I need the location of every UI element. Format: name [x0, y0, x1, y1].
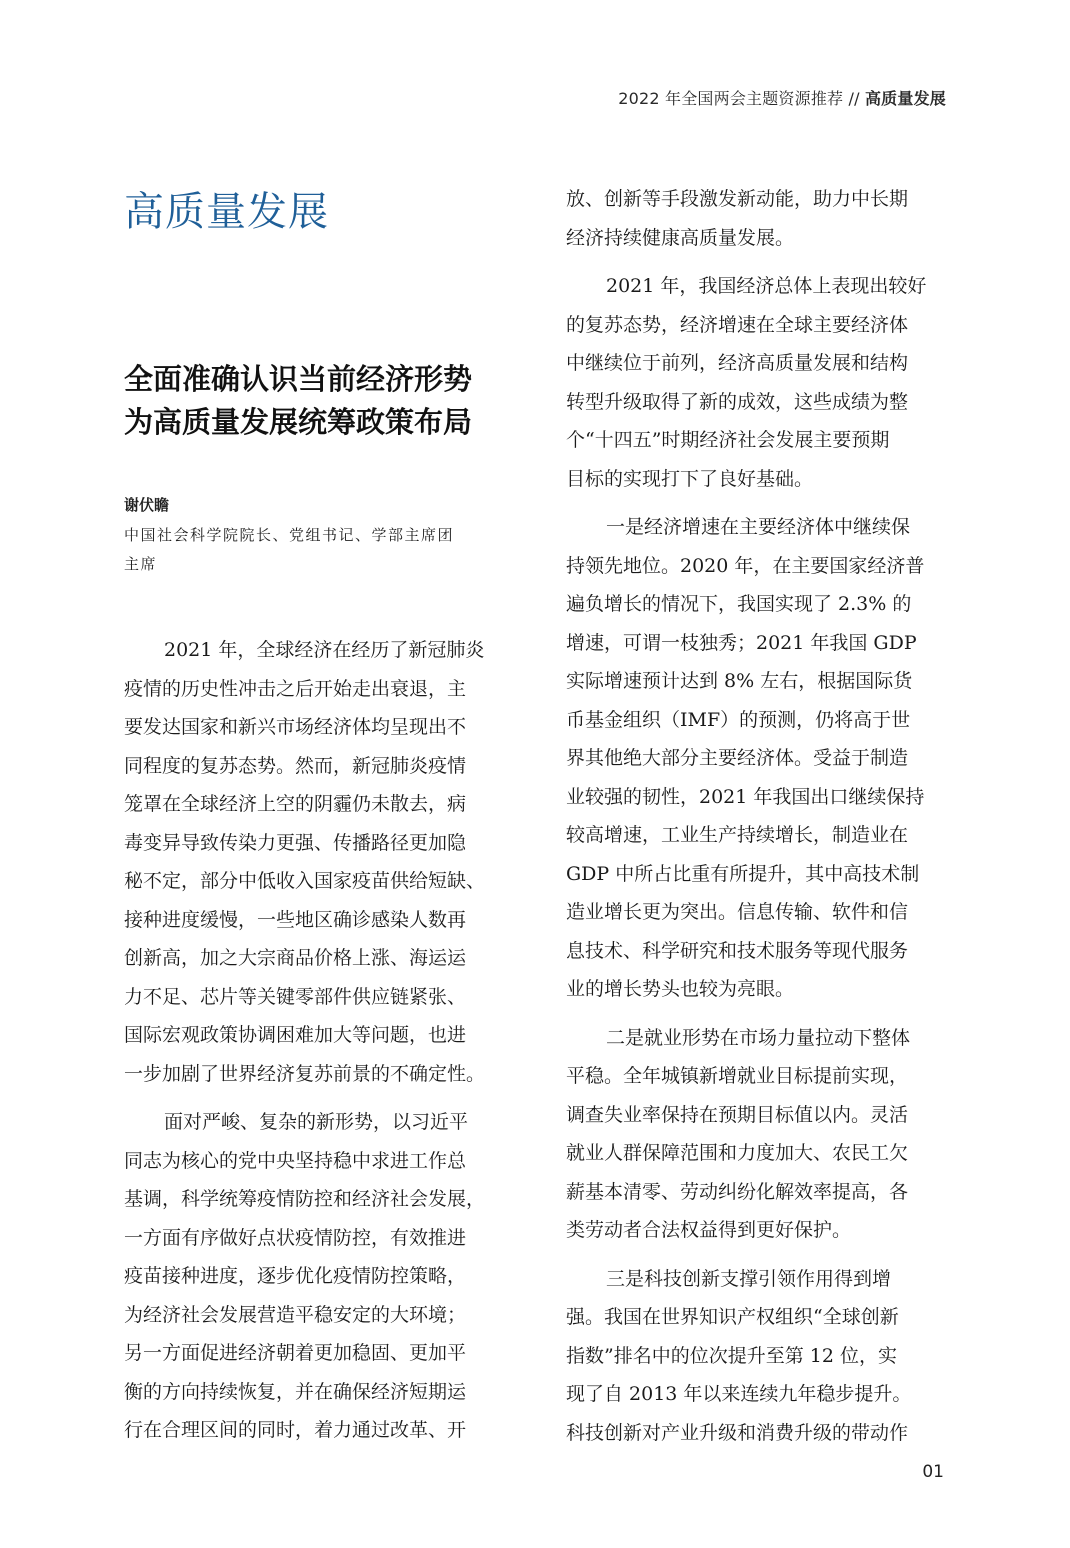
paragraph-line: 秘不定，部分中低收入国家疫苗供给短缺、 — [124, 870, 486, 892]
paragraph-line: 息技术、科学研究和技术服务等现代服务 — [566, 939, 909, 962]
paragraph-line: 增速，可谓一枝独秀；2021 年我国 GDP — [566, 631, 917, 654]
paragraph-line: 中继续位于前列，经济高质量发展和结构 — [566, 352, 909, 374]
paragraph-line: 个“十四五”时期经济社会发展主要预期 — [566, 429, 890, 451]
paragraph-line: 类劳动者合法权益得到更好保护。 — [566, 1219, 852, 1241]
page-number: 01 — [922, 1462, 944, 1482]
paragraph-line: 实际增速预计达到 8% 左右，根据国际货 — [566, 670, 913, 692]
running-header-section: 高质量发展 — [864, 89, 946, 108]
paragraph-line: 要发达国家和新兴市场经济体均呈现出不 — [124, 716, 467, 738]
paragraph-line: 接种进度缓慢，一些地区确诊感染人数再 — [124, 908, 467, 931]
paragraph-line: 较高增速，工业生产持续增长，制造业在 — [566, 824, 909, 846]
paragraph-line: 经济持续健康高质量发展。 — [566, 226, 795, 249]
paragraph-line: 币基金组织（IMF）的预测，仍将高于世 — [566, 708, 911, 731]
paragraph — [566, 1019, 951, 1250]
running-header — [618, 86, 946, 109]
paragraph-line: 一步加剧了世界经济复苏前景的不确定性。 — [124, 1062, 486, 1085]
article-title-line: 全面准确认识当前经济形势 — [124, 362, 473, 396]
paragraph — [566, 267, 951, 498]
paragraph-line: 业较强的韧性，2021 年我国出口继续保持 — [566, 785, 925, 808]
paragraph-line: 2021 年，全球经济在经历了新冠肺炎 — [164, 639, 485, 661]
paragraph — [124, 1103, 509, 1450]
paragraph-line: 现了自 2013 年以来连续九年稳步提升。 — [566, 1383, 912, 1405]
paragraph-line: 持领先地位。2020 年，在主要国家经济普 — [566, 554, 925, 577]
affiliation-line: 主席 — [124, 555, 158, 573]
section-title: 高质量发展 — [124, 189, 329, 235]
running-header-prefix: 2022 年全国两会主题资源推荐 // — [618, 89, 865, 108]
paragraph-line: 衡的方向持续恢复，并在确保经济短期运 — [124, 1380, 467, 1403]
paragraph-line: 同程度的复苏态势。然而，新冠肺炎疫情 — [124, 754, 467, 777]
paragraph — [566, 1260, 951, 1453]
paragraph-line: 力不足、芯片等关键零部件供应链紧张、 — [124, 985, 467, 1008]
paragraph — [566, 180, 951, 257]
paragraph-line: 同志为核心的党中央坚持稳中求进工作总 — [124, 1149, 467, 1172]
paragraph-line: 科技创新对产业升级和消费升级的带动作 — [566, 1421, 909, 1444]
paragraph-line: 疫苗接种进度，逐步优化疫情防控策略， — [124, 1265, 467, 1287]
paragraph-line: 转型升级取得了新的成效，这些成绩为整 — [566, 390, 909, 413]
paragraph-line: 国际宏观政策协调困难加大等问题，也进 — [124, 1024, 467, 1046]
paragraph-line: 遍负增长的情况下，我国实现了 2.3% 的 — [566, 593, 912, 615]
paragraph-line: 业的增长势头也较为亮眼。 — [566, 978, 795, 1000]
left-text-column — [124, 631, 509, 1460]
paragraph-line: 笼罩在全球经济上空的阴霾仍未散去，病 — [124, 793, 467, 815]
paragraph-line: 一是经济增速在主要经济体中继续保 — [606, 516, 911, 538]
paragraph-line: 另一方面促进经济朝着更加稳固、更加平 — [124, 1342, 467, 1364]
paragraph-line: 放、创新等手段激发新动能，助力中长期 — [566, 188, 909, 210]
paragraph-line: 行在合理区间的同时，着力通过改革、开 — [124, 1419, 467, 1441]
paragraph-line: 疫情的历史性冲击之后开始走出衰退，主 — [124, 677, 467, 700]
paragraph — [124, 631, 509, 1093]
paragraph-line: 调查失业率保持在预期目标值以内。灵活 — [566, 1103, 909, 1126]
paragraph-line: 创新高，加之大宗商品价格上涨、海运运 — [124, 947, 467, 969]
author-affiliation — [124, 521, 514, 579]
paragraph-line: 薪基本清零、劳动纠纷化解效率提高，各 — [566, 1180, 909, 1203]
paragraph-line: 毒变异导致传染力更强、传播路径更加隐 — [124, 831, 467, 854]
paragraph-line: 平稳。全年城镇新增就业目标提前实现， — [566, 1065, 909, 1087]
paragraph-line: 一方面有序做好点状疫情防控，有效推进 — [124, 1226, 467, 1249]
article-title — [124, 358, 524, 444]
paragraph-line: 三是科技创新支撑引领作用得到增 — [606, 1267, 892, 1290]
paragraph-line: 就业人群保障范围和力度加大、农民工欠 — [566, 1142, 909, 1164]
article-title-line: 为高质量发展统筹政策布局 — [124, 405, 473, 439]
paragraph-line: 指数”排名中的位次提升至第 12 位，实 — [566, 1344, 897, 1367]
paragraph-line: GDP 中所占比重有所提升，其中高技术制 — [566, 862, 920, 885]
paragraph-line: 2021 年，我国经济总体上表现出较好 — [606, 275, 927, 297]
paragraph-line: 基调，科学统筹疫情防控和经济社会发展， — [124, 1188, 486, 1210]
paragraph-line: 界其他绝大部分主要经济体。受益于制造 — [566, 747, 909, 769]
paragraph-line: 二是就业形势在市场力量拉动下整体 — [606, 1026, 911, 1049]
right-text-column — [566, 180, 951, 1462]
affiliation-line: 中国社会科学院院长、党组书记、学部主席团 — [124, 526, 455, 544]
paragraph-line: 面对严峻、复杂的新形势，以习近平 — [164, 1111, 469, 1133]
paragraph-line: 目标的实现打下了良好基础。 — [566, 467, 814, 490]
paragraph — [566, 508, 951, 1009]
paragraph-line: 强。我国在世界知识产权组织“全球创新 — [566, 1306, 899, 1328]
paragraph-line: 造业增长更为突出。信息传输、软件和信 — [566, 901, 909, 923]
paragraph-line: 的复苏态势，经济增速在全球主要经济体 — [566, 313, 909, 336]
paragraph-line: 为经济社会发展营造平稳安定的大环境； — [124, 1303, 467, 1326]
author-name: 谢伏瞻 — [124, 496, 170, 514]
